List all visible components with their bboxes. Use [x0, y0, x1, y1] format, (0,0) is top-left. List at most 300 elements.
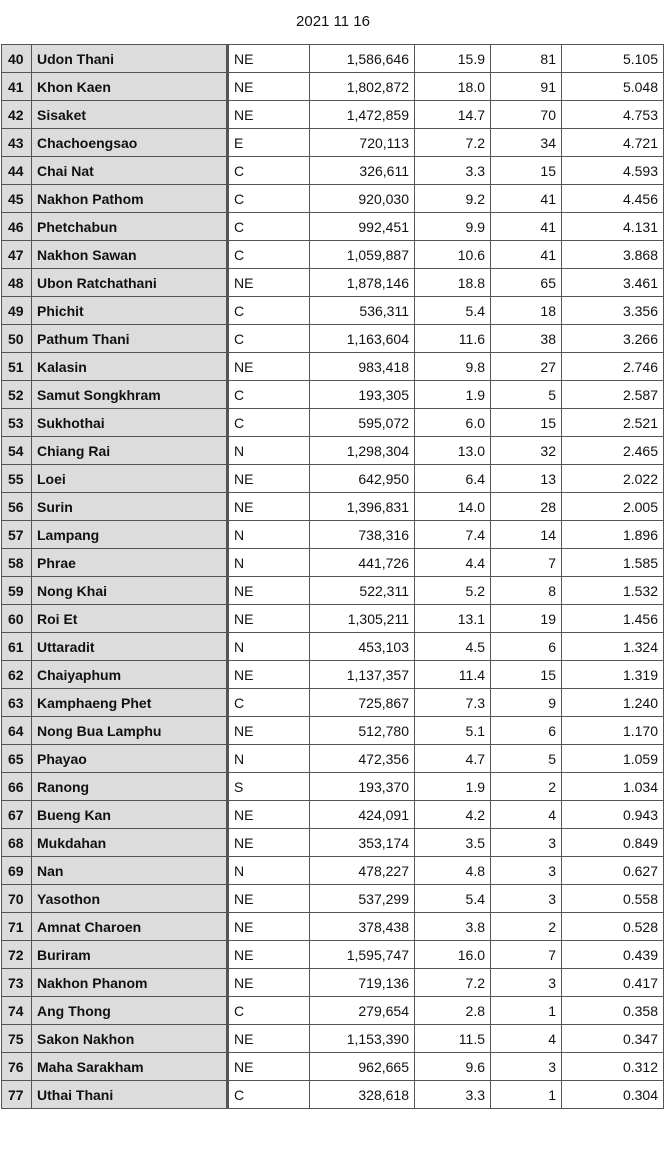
table-row: [2, 45, 664, 73]
share-cell: 4.5: [415, 633, 491, 661]
table-row: [2, 269, 664, 297]
count-cell: 6: [491, 633, 562, 661]
province-name-cell: Udon Thani: [32, 45, 228, 73]
table-row: [2, 773, 664, 801]
table-row: [2, 381, 664, 409]
region-cell: N: [228, 521, 310, 549]
region-cell: N: [228, 437, 310, 465]
count-cell: 1: [491, 997, 562, 1025]
province-name-cell: Buriram: [32, 941, 228, 969]
table-row: [2, 969, 664, 997]
province-name-cell: Nong Khai: [32, 577, 228, 605]
count-cell: 9: [491, 689, 562, 717]
rank-cell: 48: [2, 269, 32, 297]
share-cell: 13.0: [415, 437, 491, 465]
region-cell: C: [228, 185, 310, 213]
province-name-cell: Bueng Kan: [32, 801, 228, 829]
count-cell: 34: [491, 129, 562, 157]
region-cell: C: [228, 689, 310, 717]
population-cell: 983,418: [310, 353, 415, 381]
count-cell: 4: [491, 1025, 562, 1053]
rank-cell: 53: [2, 409, 32, 437]
count-cell: 19: [491, 605, 562, 633]
count-cell: 1: [491, 1081, 562, 1109]
table-row: [2, 745, 664, 773]
region-cell: C: [228, 241, 310, 269]
province-name-cell: Loei: [32, 465, 228, 493]
region-cell: NE: [228, 605, 310, 633]
rank-cell: 59: [2, 577, 32, 605]
count-cell: 3: [491, 857, 562, 885]
rate-cell: 1.170: [562, 717, 664, 745]
count-cell: 14: [491, 521, 562, 549]
page-title: 2021 11 16: [296, 13, 370, 30]
population-cell: 719,136: [310, 969, 415, 997]
rank-cell: 50: [2, 325, 32, 353]
count-cell: 81: [491, 45, 562, 73]
region-cell: C: [228, 213, 310, 241]
share-cell: 9.2: [415, 185, 491, 213]
region-cell: NE: [228, 913, 310, 941]
share-cell: 7.3: [415, 689, 491, 717]
province-name-cell: Uthai Thani: [32, 1081, 228, 1109]
rank-cell: 47: [2, 241, 32, 269]
rate-cell: 2.022: [562, 465, 664, 493]
count-cell: 8: [491, 577, 562, 605]
population-cell: 1,586,646: [310, 45, 415, 73]
rank-cell: 44: [2, 157, 32, 185]
population-cell: 472,356: [310, 745, 415, 773]
count-cell: 15: [491, 661, 562, 689]
share-cell: 7.2: [415, 969, 491, 997]
rank-cell: 52: [2, 381, 32, 409]
share-cell: 9.9: [415, 213, 491, 241]
table-row: [2, 185, 664, 213]
table-row: [2, 997, 664, 1025]
rank-cell: 72: [2, 941, 32, 969]
share-cell: 4.8: [415, 857, 491, 885]
rate-cell: 2.587: [562, 381, 664, 409]
rank-cell: 40: [2, 45, 32, 73]
region-cell: NE: [228, 801, 310, 829]
population-cell: 512,780: [310, 717, 415, 745]
share-cell: 5.1: [415, 717, 491, 745]
population-cell: 1,595,747: [310, 941, 415, 969]
count-cell: 32: [491, 437, 562, 465]
share-cell: 5.4: [415, 885, 491, 913]
population-cell: 193,305: [310, 381, 415, 409]
rate-cell: 1.585: [562, 549, 664, 577]
table-row: [2, 353, 664, 381]
count-cell: 38: [491, 325, 562, 353]
share-cell: 1.9: [415, 773, 491, 801]
count-cell: 3: [491, 1053, 562, 1081]
rank-cell: 71: [2, 913, 32, 941]
rate-cell: 0.304: [562, 1081, 664, 1109]
population-cell: 1,472,859: [310, 101, 415, 129]
table-row: [2, 857, 664, 885]
share-cell: 15.9: [415, 45, 491, 73]
table-row: [2, 885, 664, 913]
rank-cell: 49: [2, 297, 32, 325]
table-row: [2, 493, 664, 521]
table-row: [2, 465, 664, 493]
count-cell: 2: [491, 913, 562, 941]
rate-cell: 1.456: [562, 605, 664, 633]
count-cell: 7: [491, 941, 562, 969]
region-cell: C: [228, 997, 310, 1025]
count-cell: 6: [491, 717, 562, 745]
count-cell: 28: [491, 493, 562, 521]
province-name-cell: Yasothon: [32, 885, 228, 913]
rate-cell: 0.558: [562, 885, 664, 913]
share-cell: 6.4: [415, 465, 491, 493]
region-cell: NE: [228, 661, 310, 689]
rate-cell: 5.048: [562, 73, 664, 101]
rate-cell: 4.131: [562, 213, 664, 241]
rate-cell: 4.721: [562, 129, 664, 157]
rank-cell: 77: [2, 1081, 32, 1109]
population-cell: 1,163,604: [310, 325, 415, 353]
rate-cell: 1.034: [562, 773, 664, 801]
rank-cell: 67: [2, 801, 32, 829]
population-cell: 522,311: [310, 577, 415, 605]
rate-cell: 0.943: [562, 801, 664, 829]
table-row: [2, 325, 664, 353]
population-cell: 478,227: [310, 857, 415, 885]
count-cell: 5: [491, 745, 562, 773]
province-name-cell: Ang Thong: [32, 997, 228, 1025]
province-name-cell: Nakhon Pathom: [32, 185, 228, 213]
rate-cell: 1.059: [562, 745, 664, 773]
share-cell: 9.6: [415, 1053, 491, 1081]
table-row: [2, 577, 664, 605]
population-cell: 595,072: [310, 409, 415, 437]
rank-cell: 63: [2, 689, 32, 717]
count-cell: 7: [491, 549, 562, 577]
table-row: [2, 717, 664, 745]
rank-cell: 58: [2, 549, 32, 577]
population-cell: 725,867: [310, 689, 415, 717]
rank-cell: 68: [2, 829, 32, 857]
rate-cell: 0.528: [562, 913, 664, 941]
population-cell: 1,305,211: [310, 605, 415, 633]
table-row: [2, 941, 664, 969]
population-cell: 738,316: [310, 521, 415, 549]
count-cell: 3: [491, 885, 562, 913]
province-name-cell: Phrae: [32, 549, 228, 577]
share-cell: 14.0: [415, 493, 491, 521]
table-row: [2, 297, 664, 325]
count-cell: 27: [491, 353, 562, 381]
population-cell: 536,311: [310, 297, 415, 325]
population-cell: 1,396,831: [310, 493, 415, 521]
rate-cell: 1.324: [562, 633, 664, 661]
table-row: [2, 633, 664, 661]
region-cell: NE: [228, 493, 310, 521]
count-cell: 13: [491, 465, 562, 493]
rank-cell: 76: [2, 1053, 32, 1081]
region-cell: NE: [228, 1053, 310, 1081]
share-cell: 5.4: [415, 297, 491, 325]
table-row: [2, 661, 664, 689]
rate-cell: 0.627: [562, 857, 664, 885]
population-cell: 453,103: [310, 633, 415, 661]
population-cell: 642,950: [310, 465, 415, 493]
population-cell: 720,113: [310, 129, 415, 157]
province-name-cell: Sakon Nakhon: [32, 1025, 228, 1053]
count-cell: 41: [491, 185, 562, 213]
region-cell: NE: [228, 465, 310, 493]
region-cell: NE: [228, 73, 310, 101]
share-cell: 4.4: [415, 549, 491, 577]
province-name-cell: Lampang: [32, 521, 228, 549]
province-name-cell: Mukdahan: [32, 829, 228, 857]
province-name-cell: Chaiyaphum: [32, 661, 228, 689]
table-row: [2, 801, 664, 829]
rank-cell: 61: [2, 633, 32, 661]
rate-cell: 2.005: [562, 493, 664, 521]
share-cell: 4.7: [415, 745, 491, 773]
table-row: [2, 213, 664, 241]
region-cell: N: [228, 549, 310, 577]
rank-cell: 43: [2, 129, 32, 157]
table-row: [2, 1025, 664, 1053]
region-cell: N: [228, 857, 310, 885]
table-row: [2, 409, 664, 437]
region-cell: S: [228, 773, 310, 801]
count-cell: 41: [491, 241, 562, 269]
province-name-cell: Kalasin: [32, 353, 228, 381]
population-cell: 962,665: [310, 1053, 415, 1081]
province-name-cell: Nan: [32, 857, 228, 885]
province-name-cell: Phayao: [32, 745, 228, 773]
count-cell: 18: [491, 297, 562, 325]
table-row: [2, 1081, 664, 1109]
province-name-cell: Ranong: [32, 773, 228, 801]
rank-cell: 54: [2, 437, 32, 465]
region-cell: NE: [228, 101, 310, 129]
region-cell: NE: [228, 717, 310, 745]
province-name-cell: Ubon Ratchathani: [32, 269, 228, 297]
rank-cell: 55: [2, 465, 32, 493]
count-cell: 65: [491, 269, 562, 297]
population-cell: 326,611: [310, 157, 415, 185]
rank-cell: 66: [2, 773, 32, 801]
rate-cell: 2.746: [562, 353, 664, 381]
region-cell: NE: [228, 969, 310, 997]
province-name-cell: Chai Nat: [32, 157, 228, 185]
rate-cell: 0.417: [562, 969, 664, 997]
share-cell: 5.2: [415, 577, 491, 605]
share-cell: 3.3: [415, 1081, 491, 1109]
population-cell: 537,299: [310, 885, 415, 913]
rate-cell: 3.266: [562, 325, 664, 353]
share-cell: 11.6: [415, 325, 491, 353]
rate-cell: 0.849: [562, 829, 664, 857]
table-row: [2, 549, 664, 577]
population-cell: 424,091: [310, 801, 415, 829]
rate-cell: 3.868: [562, 241, 664, 269]
region-cell: NE: [228, 829, 310, 857]
region-cell: N: [228, 633, 310, 661]
province-name-cell: Khon Kaen: [32, 73, 228, 101]
table-row: [2, 129, 664, 157]
region-cell: NE: [228, 45, 310, 73]
region-cell: C: [228, 1081, 310, 1109]
region-cell: NE: [228, 269, 310, 297]
rate-cell: 2.521: [562, 409, 664, 437]
rate-cell: 3.356: [562, 297, 664, 325]
rank-cell: 45: [2, 185, 32, 213]
province-table: [1, 44, 664, 1109]
rank-cell: 41: [2, 73, 32, 101]
share-cell: 9.8: [415, 353, 491, 381]
count-cell: 3: [491, 829, 562, 857]
share-cell: 3.8: [415, 913, 491, 941]
region-cell: NE: [228, 1025, 310, 1053]
population-cell: 441,726: [310, 549, 415, 577]
table-row: [2, 913, 664, 941]
province-name-cell: Nakhon Phanom: [32, 969, 228, 997]
population-cell: 1,802,872: [310, 73, 415, 101]
rate-cell: 1.240: [562, 689, 664, 717]
share-cell: 7.2: [415, 129, 491, 157]
province-name-cell: Nong Bua Lamphu: [32, 717, 228, 745]
population-cell: 1,298,304: [310, 437, 415, 465]
region-cell: C: [228, 409, 310, 437]
rank-cell: 46: [2, 213, 32, 241]
rank-cell: 70: [2, 885, 32, 913]
province-name-cell: Pathum Thani: [32, 325, 228, 353]
rank-cell: 57: [2, 521, 32, 549]
province-name-cell: Uttaradit: [32, 633, 228, 661]
rate-cell: 4.593: [562, 157, 664, 185]
population-cell: 1,059,887: [310, 241, 415, 269]
province-name-cell: Chachoengsao: [32, 129, 228, 157]
region-cell: NE: [228, 577, 310, 605]
population-cell: 920,030: [310, 185, 415, 213]
share-cell: 11.4: [415, 661, 491, 689]
province-name-cell: Phichit: [32, 297, 228, 325]
rank-cell: 62: [2, 661, 32, 689]
province-name-cell: Kamphaeng Phet: [32, 689, 228, 717]
region-cell: NE: [228, 353, 310, 381]
rate-cell: 4.753: [562, 101, 664, 129]
region-cell: C: [228, 381, 310, 409]
population-cell: 1,153,390: [310, 1025, 415, 1053]
population-cell: 378,438: [310, 913, 415, 941]
count-cell: 91: [491, 73, 562, 101]
rank-cell: 56: [2, 493, 32, 521]
population-cell: 193,370: [310, 773, 415, 801]
rate-cell: 0.312: [562, 1053, 664, 1081]
share-cell: 1.9: [415, 381, 491, 409]
table-row: [2, 829, 664, 857]
province-name-cell: Chiang Rai: [32, 437, 228, 465]
share-cell: 14.7: [415, 101, 491, 129]
rank-cell: 75: [2, 1025, 32, 1053]
share-cell: 3.3: [415, 157, 491, 185]
share-cell: 11.5: [415, 1025, 491, 1053]
table-row: [2, 73, 664, 101]
count-cell: 4: [491, 801, 562, 829]
province-name-cell: Surin: [32, 493, 228, 521]
rank-cell: 74: [2, 997, 32, 1025]
share-cell: 13.1: [415, 605, 491, 633]
province-name-cell: Samut Songkhram: [32, 381, 228, 409]
rate-cell: 0.347: [562, 1025, 664, 1053]
province-name-cell: Phetchabun: [32, 213, 228, 241]
table-row: [2, 101, 664, 129]
population-cell: 1,137,357: [310, 661, 415, 689]
province-name-cell: Maha Sarakham: [32, 1053, 228, 1081]
table-row: [2, 605, 664, 633]
rate-cell: 1.896: [562, 521, 664, 549]
share-cell: 6.0: [415, 409, 491, 437]
rank-cell: 65: [2, 745, 32, 773]
rank-cell: 64: [2, 717, 32, 745]
share-cell: 16.0: [415, 941, 491, 969]
rank-cell: 73: [2, 969, 32, 997]
table-row: [2, 241, 664, 269]
share-cell: 18.0: [415, 73, 491, 101]
region-cell: NE: [228, 885, 310, 913]
region-cell: NE: [228, 941, 310, 969]
rate-cell: 0.358: [562, 997, 664, 1025]
rank-cell: 60: [2, 605, 32, 633]
province-name-cell: Amnat Charoen: [32, 913, 228, 941]
count-cell: 41: [491, 213, 562, 241]
region-cell: C: [228, 325, 310, 353]
rank-cell: 42: [2, 101, 32, 129]
table-row: [2, 157, 664, 185]
province-name-cell: Roi Et: [32, 605, 228, 633]
rate-cell: 2.465: [562, 437, 664, 465]
count-cell: 2: [491, 773, 562, 801]
region-cell: C: [228, 297, 310, 325]
table-row: [2, 437, 664, 465]
count-cell: 3: [491, 969, 562, 997]
share-cell: 18.8: [415, 269, 491, 297]
share-cell: 10.6: [415, 241, 491, 269]
rank-cell: 51: [2, 353, 32, 381]
count-cell: 15: [491, 157, 562, 185]
share-cell: 4.2: [415, 801, 491, 829]
population-cell: 353,174: [310, 829, 415, 857]
rate-cell: 3.461: [562, 269, 664, 297]
rate-cell: 1.532: [562, 577, 664, 605]
count-cell: 70: [491, 101, 562, 129]
region-cell: N: [228, 745, 310, 773]
population-cell: 992,451: [310, 213, 415, 241]
share-cell: 2.8: [415, 997, 491, 1025]
rank-cell: 69: [2, 857, 32, 885]
rate-cell: 1.319: [562, 661, 664, 689]
table-row: [2, 689, 664, 717]
region-cell: E: [228, 129, 310, 157]
share-cell: 7.4: [415, 521, 491, 549]
table-body: [2, 45, 664, 1109]
province-name-cell: Sukhothai: [32, 409, 228, 437]
population-cell: 1,878,146: [310, 269, 415, 297]
table-row: [2, 1053, 664, 1081]
region-cell: C: [228, 157, 310, 185]
province-name-cell: Sisaket: [32, 101, 228, 129]
rate-cell: 5.105: [562, 45, 664, 73]
share-cell: 3.5: [415, 829, 491, 857]
table-row: [2, 521, 664, 549]
